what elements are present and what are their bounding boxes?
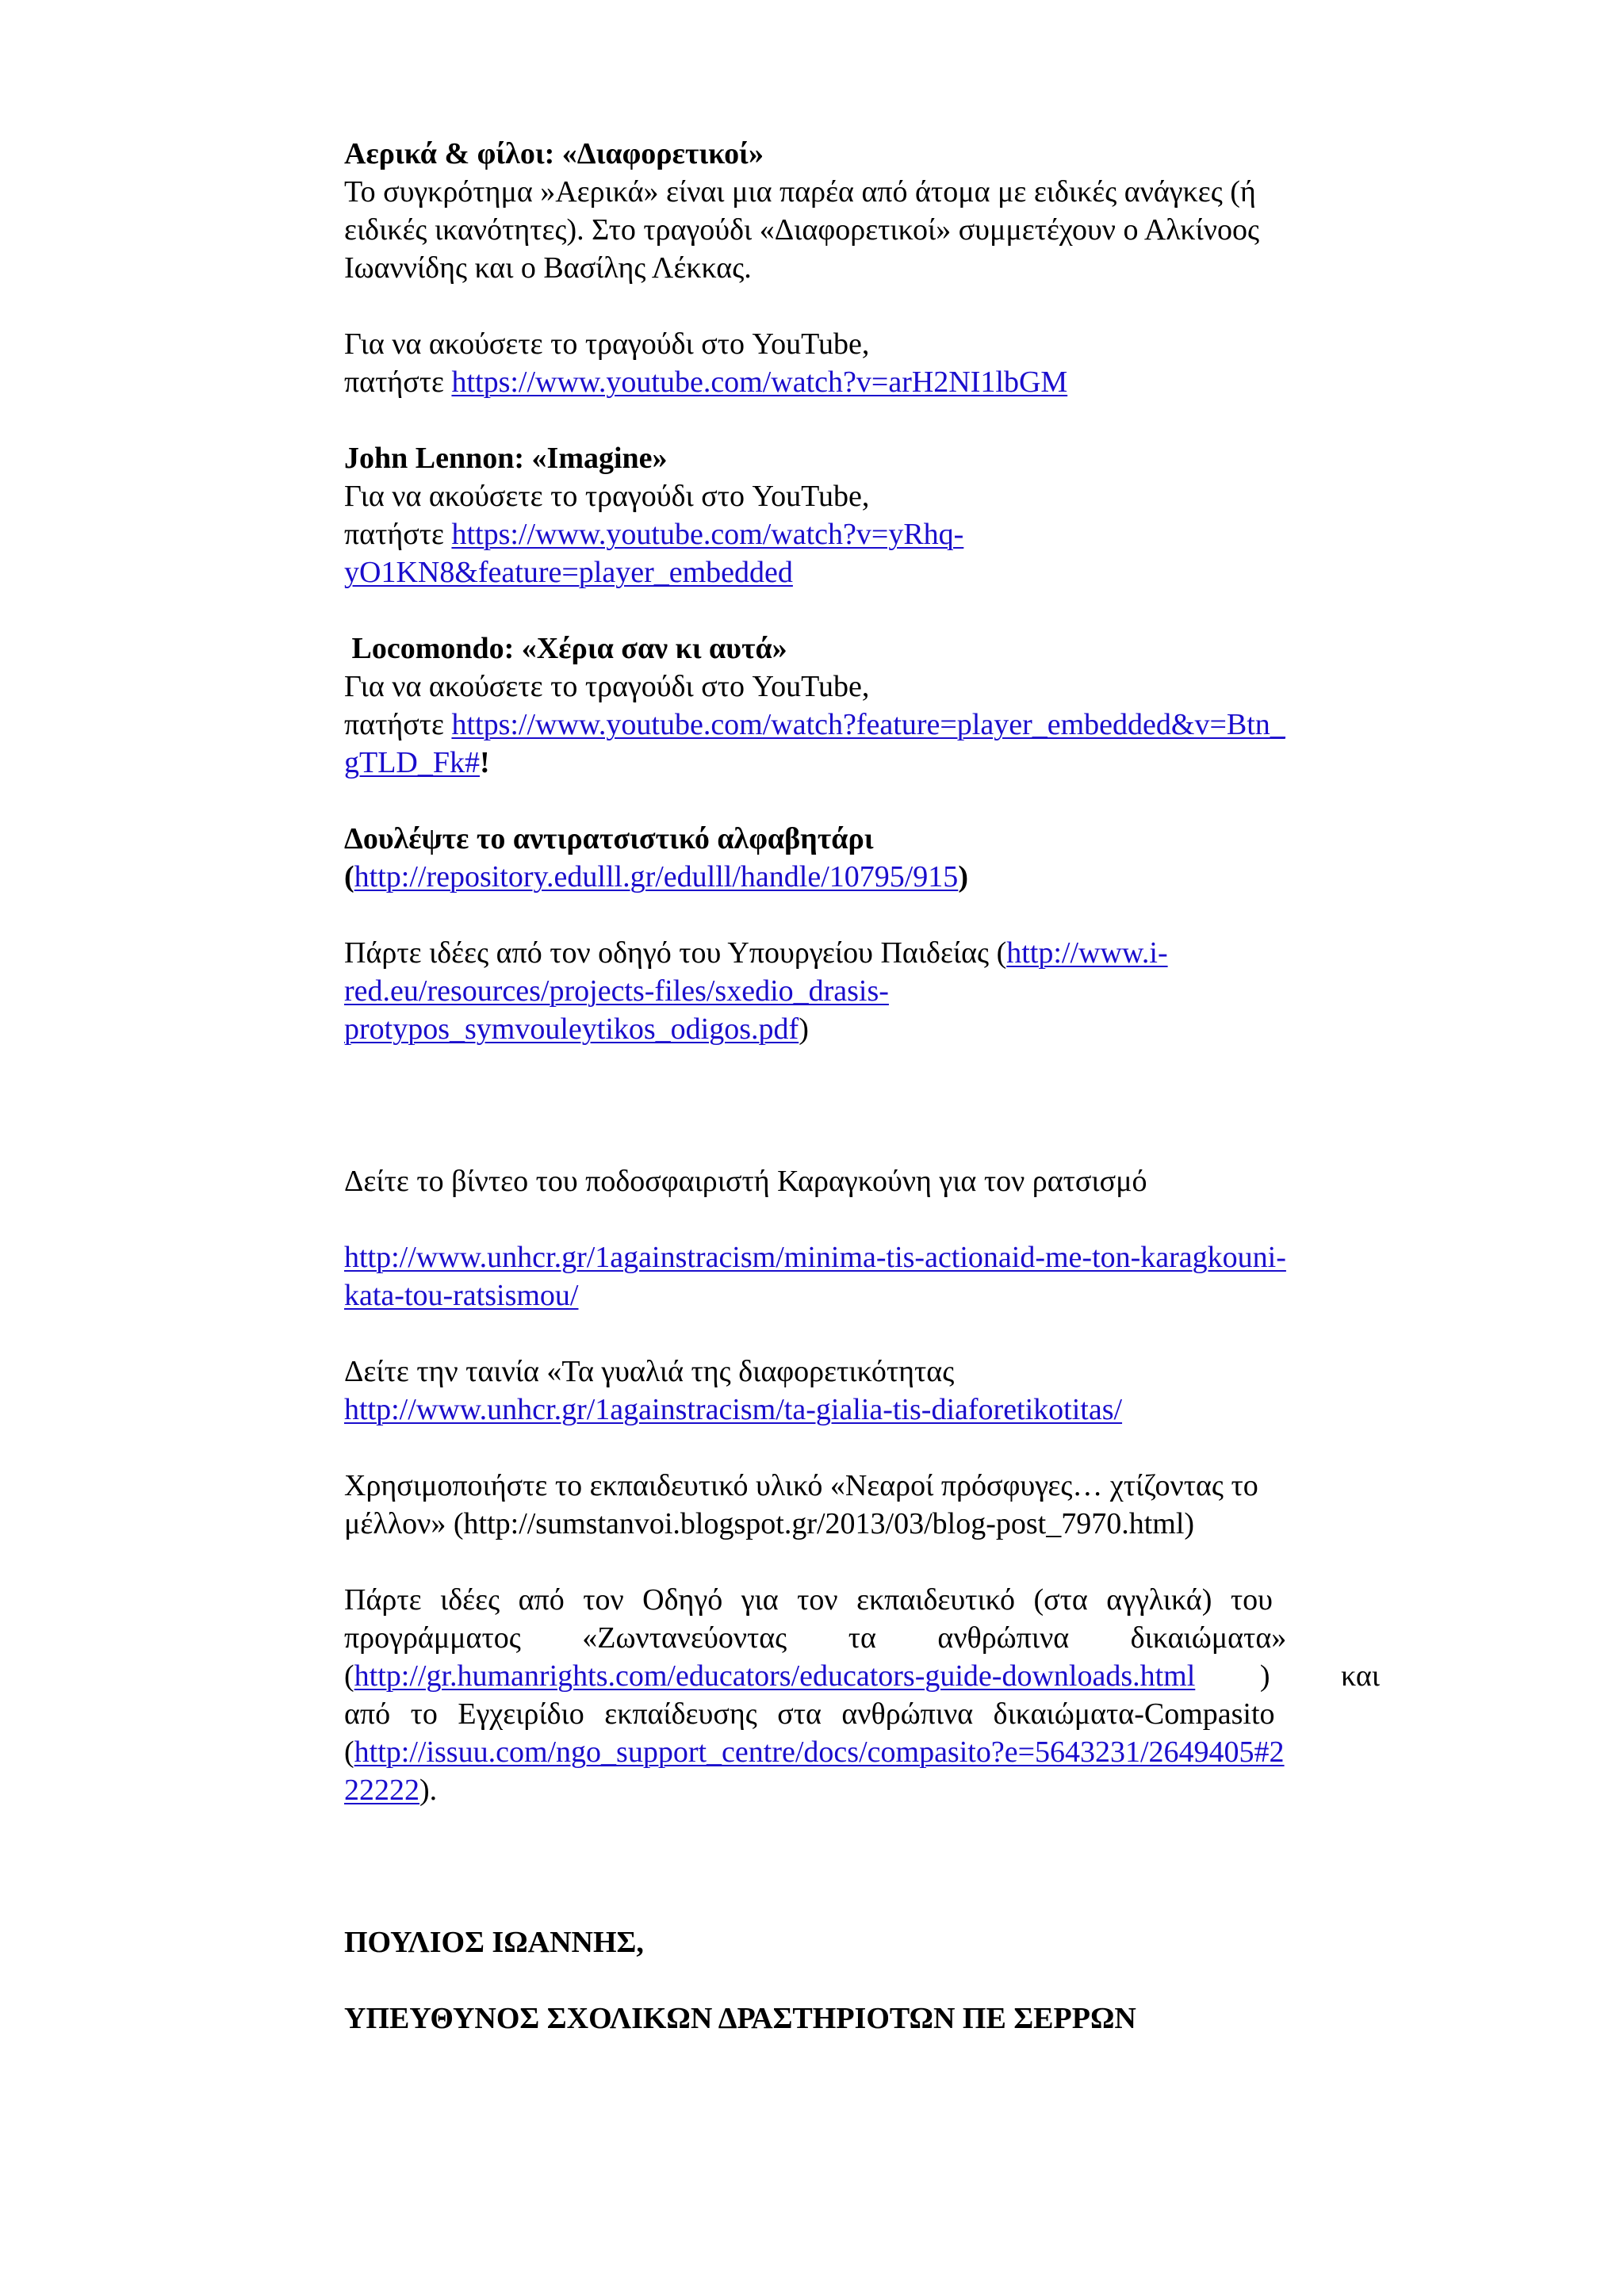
ministry-text: Πάρτε ιδέες από τον οδηγό του Υπουργείου Παιδείας ( — [344, 936, 1007, 970]
locomondo-exclamation: ! — [480, 746, 490, 779]
locomondo-press-text: πατήστε — [344, 708, 452, 741]
karagounis-video-link-cont[interactable]: kata-tou-ratsismou/ — [344, 1279, 579, 1312]
aerika-section — [344, 135, 1380, 401]
refugees-line2: μέλλον» (http://sumstanvoi.blogspot.gr/2013/03/blog-post_7970.html) — [344, 1507, 1195, 1540]
aerika-desc-line3: Ιωαννίδης και ο Βασίλης Λέκκας. — [344, 251, 752, 285]
document-page — [344, 135, 1380, 2038]
ministry-guide-link[interactable]: http://www.i- — [1006, 936, 1168, 970]
alphabet-open-paren: ( — [344, 860, 354, 894]
aerika-desc-line1: Το συγκρότημα »Αερικά» είναι μια παρέα από άτομα με ειδικές ανάγκες (ή — [344, 175, 1256, 209]
signature-role: ΥΠΕΥΘΥΝΟΣ ΣΧΟΛΙΚΩΝ ΔΡΑΣΤΗΡΙΟΤΩΝ ΠΕ ΣΕΡΡΩΝ — [344, 2002, 1136, 2035]
ministry-close-paren: ) — [799, 1012, 809, 1046]
humanrights-close-paren: ). — [419, 1774, 438, 1807]
locomondo-title: Locomondo: «Χέρια σαν κι αυτά» — [344, 632, 787, 665]
humanrights-line2: προγράμματος «Ζωντανεύοντας τα ανθρώπινα δικαιώματα» — [344, 1621, 1287, 1655]
refugees-section — [344, 1467, 1380, 1543]
signature-name: ΠΟΥΛΙΟΣ ΙΩΑΝΝΗΣ, — [344, 1926, 644, 1959]
ministry-section — [344, 934, 1380, 1048]
humanrights-section — [344, 1581, 1380, 1809]
karagounis-text: Δείτε το βίντεο του ποδοσφαιριστή Καραγκούνη για τον ρατσισμό — [344, 1165, 1147, 1198]
lennon-title: John Lennon: «Imagine» — [344, 442, 668, 475]
alphabet-repository-link[interactable]: http://repository.edulll.gr/edulll/handle/10795/915 — [354, 860, 959, 894]
lennon-youtube-link[interactable]: https://www.youtube.com/watch?v=yRhq- — [451, 518, 964, 551]
signature-section — [344, 1923, 1380, 2038]
refugees-line1: Χρησιμοποιήστε το εκπαιδευτικό υλικό «Νεαροί πρόσφυγες… χτίζοντας το — [344, 1469, 1258, 1502]
lennon-youtube-link-cont[interactable]: yO1KN8&feature=player_embedded — [344, 556, 793, 589]
lennon-press-text: πατήστε — [344, 518, 452, 551]
glasses-text: Δείτε την ταινία «Τα γυαλιά της διαφορετικότητας — [344, 1355, 955, 1388]
aerika-desc-line2: ειδικές ικανότητες). Στο τραγούδι «Διαφορετικοί» συμμετέχουν ο Αλκίνοος — [344, 213, 1259, 247]
karagounis-video-link[interactable]: http://www.unhcr.gr/1againstracism/minima-tis-actionaid-me-ton-karagkouni- — [344, 1241, 1286, 1274]
glasses-film-link[interactable]: http://www.unhcr.gr/1againstracism/ta-gialia-tis-diaforetikotitas/ — [344, 1393, 1123, 1426]
lennon-listen-text: Για να ακούσετε το τραγούδι στο YouTube, — [344, 480, 870, 513]
humanrights-mid-text: ) και — [1259, 1659, 1380, 1693]
aerika-youtube-link[interactable]: https://www.youtube.com/watch?v=arH2NI1lbGM — [451, 365, 1068, 399]
humanrights-educators-link[interactable]: http://gr.humanrights.com/educators/educators-guide-downloads.html — [354, 1659, 1196, 1693]
humanrights-open-paren2: ( — [344, 1735, 354, 1769]
ministry-guide-link-cont1[interactable]: red.eu/resources/projects-files/sxedio_drasis- — [344, 974, 889, 1008]
humanrights-compasito-link[interactable]: http://issuu.com/ngo_support_centre/docs/compasito?e=5643231/2649405#2 — [354, 1735, 1285, 1769]
humanrights-open-paren: ( — [344, 1659, 354, 1693]
locomondo-youtube-link-cont[interactable]: gTLD_Fk# — [344, 746, 480, 779]
alphabet-section — [344, 820, 1380, 896]
humanrights-line4: από το Εγχειρίδιο εκπαίδευσης στα ανθρώπινα δικαιώματα-Compasito — [344, 1697, 1275, 1731]
locomondo-listen-text: Για να ακούσετε το τραγούδι στο YouTube, — [344, 670, 870, 703]
alphabet-title: Δουλέψτε το αντιρατσιστικό αλφαβητάρι — [344, 822, 874, 855]
humanrights-compasito-link-cont[interactable]: 22222 — [344, 1774, 419, 1807]
aerika-title: Αερικά & φίλοι: «Διαφορετικοί» — [344, 137, 764, 170]
locomondo-section — [344, 629, 1380, 782]
glasses-section — [344, 1353, 1380, 1429]
alphabet-close-paren: ) — [958, 860, 968, 894]
lennon-section — [344, 439, 1380, 591]
aerika-press-text: πατήστε — [344, 365, 452, 399]
aerika-listen-text: Για να ακούσετε το τραγούδι στο YouTube, — [344, 327, 870, 361]
locomondo-youtube-link[interactable]: https://www.youtube.com/watch?feature=player_embedded&v=Btn_ — [451, 708, 1285, 741]
karagounis-section — [344, 1162, 1380, 1314]
humanrights-line1: Πάρτε ιδέες από τον Οδηγό για τον εκπαιδευτικό (στα αγγλικά) του — [344, 1583, 1273, 1617]
ministry-guide-link-cont2[interactable]: protypos_symvouleytikos_odigos.pdf — [344, 1012, 799, 1046]
